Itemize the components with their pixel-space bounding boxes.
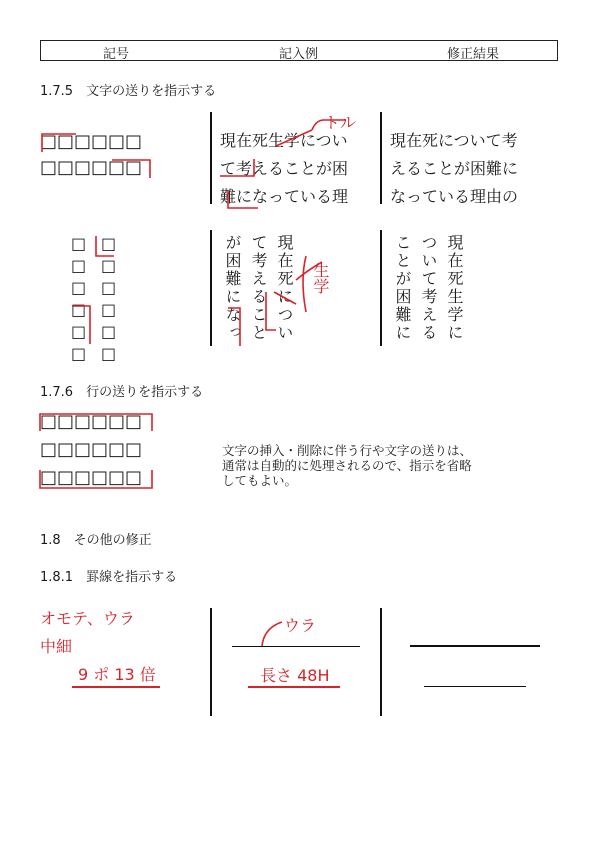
vertical-symbol-col-2: □□□□□□ (99, 234, 118, 366)
toru-leader (312, 120, 346, 130)
line-symbol-row-3: □□□□□□ (40, 467, 143, 488)
section-title-1-8-1: 1.8.1 罫線を指示する (40, 570, 178, 585)
example-line-1: 現在死生学につい (220, 131, 348, 150)
vertical-example-col-1: 現在死につい (275, 234, 294, 342)
header-example: 記入例 (279, 47, 319, 62)
section-title-1-7-5: 1.7.5 文字の送りを指示する (40, 84, 217, 99)
note-line-3: してもよい。 (222, 473, 298, 488)
vertical-result-col-2: ついて考える (419, 234, 438, 342)
example-bracket-2 (228, 190, 258, 208)
vertical-example-col-3: が困難になっ (223, 234, 242, 342)
symbol-mark-start-bracket (42, 134, 76, 152)
result-line-1: 現在死について考 (390, 131, 518, 150)
vertical-strike-mark (274, 292, 296, 304)
line-row-mark-3 (40, 467, 152, 488)
header-result: 修正結果 (447, 47, 500, 62)
header-symbol: 記号 (103, 47, 130, 62)
example-line-2: て考えることが困 (220, 159, 349, 178)
vertical-result-col-3: ことが困難に (393, 234, 412, 342)
symbol-row-2: □□□□□□ (40, 157, 143, 178)
rule-spec-line-2: 中細 (40, 637, 73, 656)
mark-toru: トル (324, 113, 357, 132)
example-line-3: 難になっている理 (220, 187, 349, 206)
example-bracket-1 (226, 159, 254, 176)
symbol-row-1: □□□□□□ (40, 131, 143, 152)
line-row-mark-1 (40, 411, 152, 432)
rule-spec-line-3: 9 ポ 13 倍 (78, 665, 156, 684)
ura-leader (262, 622, 282, 646)
vertical-example-mark-2 (266, 292, 276, 330)
result-line-2: えることが困難に (390, 159, 519, 178)
note-line-2: 通常は自動的に処理されるので、指示を省略 (222, 458, 472, 473)
vertical-symbol-mark-2 (72, 306, 90, 344)
symbol-mark-end-bracket (112, 160, 150, 178)
vertical-symbol-mark-1 (96, 236, 114, 256)
seigaku-bracket (303, 256, 306, 312)
section-title-1-7-6: 1.7.6 行の送りを指示する (40, 385, 204, 400)
note-line-1: 文字の挿入・削除に伴う行や文字の送りは、 (222, 443, 473, 458)
length-label: 長さ 48H (260, 666, 330, 685)
vertical-symbol-col-1: □□□□□□ (69, 234, 88, 366)
rule-spec-line-1: オモテ、ウラ (40, 609, 135, 628)
vertical-example-col-2: て考えること (249, 234, 268, 342)
line-symbol-row-2: □□□□□□ (40, 439, 143, 460)
seigaku-leader (296, 262, 322, 280)
vertical-result-col-1: 現在死生学に (445, 234, 464, 342)
vertical-example-mark-1 (228, 308, 240, 346)
mark-seigaku: 生学 (311, 262, 330, 294)
result-line-3: なっている理由の (390, 187, 519, 206)
ura-label: ウラ (284, 616, 317, 635)
line-symbol-row-1: □□□□□□ (40, 411, 143, 432)
strike-mark (276, 130, 312, 146)
section-title-1-8: 1.8 その他の修正 (40, 533, 152, 548)
